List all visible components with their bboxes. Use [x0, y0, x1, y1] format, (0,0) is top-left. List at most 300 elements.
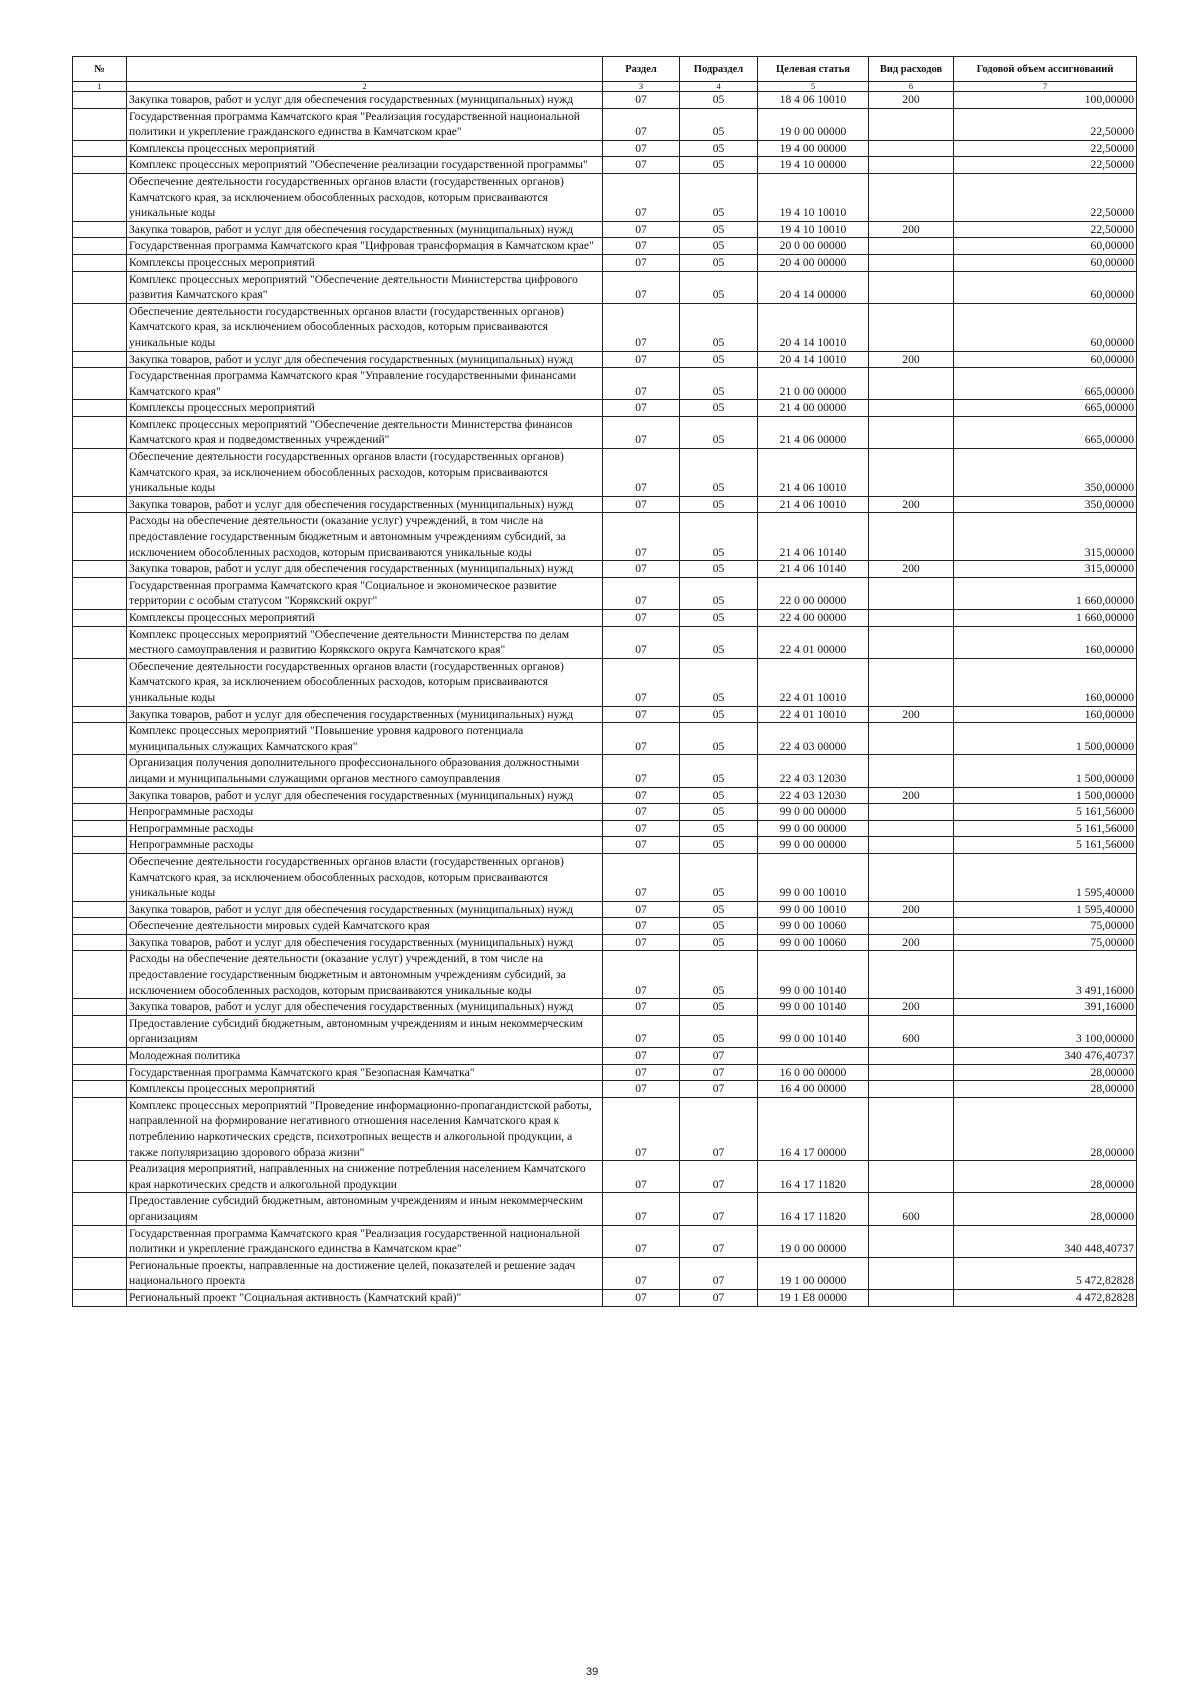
table-row — [73, 934, 1137, 951]
row-expense-type-cell: 200 — [869, 934, 954, 951]
row-podrazdel-cell: 05 — [680, 804, 758, 821]
row-amount-cell: 391,16000 — [954, 999, 1137, 1016]
row-razdel-cell: 07 — [603, 658, 680, 706]
row-number-cell — [73, 918, 127, 935]
row-razdel-cell: 07 — [603, 918, 680, 935]
row-number-cell — [73, 1225, 127, 1257]
row-podrazdel-cell: 05 — [680, 92, 758, 109]
table-row — [73, 400, 1137, 417]
row-number-cell — [73, 820, 127, 837]
row-number-cell — [73, 561, 127, 578]
row-podrazdel-cell: 05 — [680, 108, 758, 140]
table-row — [73, 999, 1137, 1016]
row-target-article-cell: 99 0 00 10010 — [758, 853, 869, 901]
row-amount-cell: 75,00000 — [954, 934, 1137, 951]
row-number-cell — [73, 496, 127, 513]
row-number-cell — [73, 238, 127, 255]
row-name-cell: Закупка товаров, работ и услуг для обеспечения государственных (муниципальных) нужд — [127, 706, 603, 723]
row-podrazdel-cell: 07 — [680, 1064, 758, 1081]
table-row — [73, 804, 1137, 821]
row-name-cell: Региональные проекты, направленные на достижение целей, показателей и решение задач национального проекта — [127, 1257, 603, 1289]
table-row — [73, 1015, 1137, 1047]
row-target-article-cell: 99 0 00 00000 — [758, 837, 869, 854]
row-number-cell — [73, 368, 127, 400]
row-target-article-cell: 19 4 00 00000 — [758, 140, 869, 157]
row-podrazdel-cell: 05 — [680, 723, 758, 755]
row-number-cell — [73, 513, 127, 561]
row-amount-cell: 665,00000 — [954, 400, 1137, 417]
row-number-cell — [73, 140, 127, 157]
table-row — [73, 1193, 1137, 1225]
row-name-cell: Предоставление субсидий бюджетным, автономным учреждениям и иным некоммерческим организациям — [127, 1193, 603, 1225]
row-amount-cell: 340 448,40737 — [954, 1225, 1137, 1257]
table-row — [73, 626, 1137, 658]
row-target-article-cell: 19 1 00 00000 — [758, 1257, 869, 1289]
row-name-cell: Комплексы процессных мероприятий — [127, 254, 603, 271]
table-row — [73, 1097, 1137, 1160]
row-target-article-cell — [758, 1048, 869, 1065]
row-expense-type-cell — [869, 157, 954, 174]
col-annual-volume-header: Годовой объем ассигнований — [954, 57, 1137, 82]
row-name-cell: Закупка товаров, работ и услуг для обеспечения государственных (муниципальных) нужд — [127, 999, 603, 1016]
row-razdel-cell: 07 — [603, 901, 680, 918]
table-row — [73, 820, 1137, 837]
row-expense-type-cell — [869, 1257, 954, 1289]
row-amount-cell: 3 100,00000 — [954, 1015, 1137, 1047]
row-amount-cell: 1 595,40000 — [954, 901, 1137, 918]
row-amount-cell: 1 500,00000 — [954, 787, 1137, 804]
table-body — [73, 92, 1137, 1307]
table-row — [73, 157, 1137, 174]
row-name-cell: Комплекс процессных мероприятий "Обеспечение деятельности Министерства финансов Камчатского края и подведомственных учреждений" — [127, 416, 603, 448]
row-target-article-cell: 99 0 00 00000 — [758, 820, 869, 837]
row-name-cell: Обеспечение деятельности мировых судей Камчатского края — [127, 918, 603, 935]
row-target-article-cell: 22 0 00 00000 — [758, 577, 869, 609]
row-podrazdel-cell: 05 — [680, 999, 758, 1016]
table-row — [73, 449, 1137, 497]
table-row — [73, 496, 1137, 513]
row-podrazdel-cell: 05 — [680, 901, 758, 918]
table-row — [73, 416, 1137, 448]
row-name-cell: Региональный проект "Социальная активность (Камчатский край)" — [127, 1289, 603, 1306]
row-amount-cell: 4 472,82828 — [954, 1289, 1137, 1306]
row-razdel-cell: 07 — [603, 368, 680, 400]
row-number-cell — [73, 901, 127, 918]
row-name-cell: Непрограммные расходы — [127, 820, 603, 837]
row-expense-type-cell: 200 — [869, 92, 954, 109]
row-amount-cell: 1 500,00000 — [954, 755, 1137, 787]
row-number-cell — [73, 303, 127, 351]
row-expense-type-cell: 200 — [869, 901, 954, 918]
row-target-article-cell: 20 4 14 10010 — [758, 351, 869, 368]
table-row — [73, 351, 1137, 368]
row-target-article-cell: 99 0 00 00000 — [758, 804, 869, 821]
col-target-article-header: Целевая статья — [758, 57, 869, 82]
table-row — [73, 610, 1137, 627]
row-podrazdel-cell: 05 — [680, 951, 758, 999]
row-target-article-cell: 21 4 06 10140 — [758, 561, 869, 578]
page-number: 39 — [586, 1666, 599, 1678]
row-podrazdel-cell: 05 — [680, 706, 758, 723]
row-name-cell: Государственная программа Камчатского края "Безопасная Камчатка" — [127, 1064, 603, 1081]
row-target-article-cell: 19 4 10 00000 — [758, 157, 869, 174]
row-podrazdel-cell: 05 — [680, 658, 758, 706]
row-target-article-cell: 22 4 01 10010 — [758, 658, 869, 706]
row-target-article-cell: 21 4 06 10140 — [758, 513, 869, 561]
row-amount-cell: 1 595,40000 — [954, 853, 1137, 901]
row-razdel-cell: 07 — [603, 787, 680, 804]
table-row — [73, 787, 1137, 804]
row-target-article-cell: 22 4 03 12030 — [758, 787, 869, 804]
row-name-cell: Закупка товаров, работ и услуг для обеспечения государственных (муниципальных) нужд — [127, 934, 603, 951]
row-target-article-cell: 21 0 00 00000 — [758, 368, 869, 400]
table-row — [73, 723, 1137, 755]
col-name-header — [127, 57, 603, 82]
row-razdel-cell: 07 — [603, 1257, 680, 1289]
table-row — [73, 1225, 1137, 1257]
row-razdel-cell: 07 — [603, 1289, 680, 1306]
row-number-cell — [73, 157, 127, 174]
table-row — [73, 918, 1137, 935]
row-expense-type-cell — [869, 610, 954, 627]
row-razdel-cell: 07 — [603, 303, 680, 351]
row-razdel-cell: 07 — [603, 577, 680, 609]
row-expense-type-cell — [869, 303, 954, 351]
row-razdel-cell: 07 — [603, 1048, 680, 1065]
row-podrazdel-cell: 07 — [680, 1048, 758, 1065]
row-target-article-cell: 21 4 06 00000 — [758, 416, 869, 448]
row-number-cell — [73, 577, 127, 609]
row-expense-type-cell — [869, 853, 954, 901]
row-expense-type-cell — [869, 1064, 954, 1081]
row-number-cell — [73, 1015, 127, 1047]
row-razdel-cell: 07 — [603, 351, 680, 368]
row-podrazdel-cell: 05 — [680, 513, 758, 561]
row-target-article-cell: 20 0 00 00000 — [758, 238, 869, 255]
row-razdel-cell: 07 — [603, 92, 680, 109]
row-razdel-cell: 07 — [603, 934, 680, 951]
row-target-article-cell: 18 4 06 10010 — [758, 92, 869, 109]
row-podrazdel-cell: 07 — [680, 1225, 758, 1257]
row-amount-cell: 22,50000 — [954, 108, 1137, 140]
row-name-cell: Закупка товаров, работ и услуг для обеспечения государственных (муниципальных) нужд — [127, 351, 603, 368]
row-expense-type-cell: 600 — [869, 1015, 954, 1047]
row-name-cell: Закупка товаров, работ и услуг для обеспечения государственных (муниципальных) нужд — [127, 496, 603, 513]
row-expense-type-cell — [869, 658, 954, 706]
table-row — [73, 238, 1137, 255]
row-expense-type-cell — [869, 1048, 954, 1065]
row-expense-type-cell — [869, 1225, 954, 1257]
row-number-cell — [73, 934, 127, 951]
table-row — [73, 1048, 1137, 1065]
row-razdel-cell: 07 — [603, 626, 680, 658]
row-podrazdel-cell: 07 — [680, 1161, 758, 1193]
col-number-header: № — [73, 57, 127, 82]
row-amount-cell: 28,00000 — [954, 1097, 1137, 1160]
row-target-article-cell: 22 4 00 00000 — [758, 610, 869, 627]
table-row — [73, 706, 1137, 723]
row-podrazdel-cell: 05 — [680, 561, 758, 578]
row-name-cell: Расходы на обеспечение деятельности (оказание услуг) учреждений, в том числе на предоставление государственным бюджетным и автономным учреждениям субсидий, за исключением обособленных расходов, которым присваиваются уникальные коды — [127, 513, 603, 561]
table-row — [73, 853, 1137, 901]
row-target-article-cell: 22 4 03 12030 — [758, 755, 869, 787]
row-amount-cell: 28,00000 — [954, 1064, 1137, 1081]
table-row — [73, 561, 1137, 578]
row-number-cell — [73, 626, 127, 658]
row-razdel-cell: 07 — [603, 1161, 680, 1193]
row-number-cell — [73, 1048, 127, 1065]
row-podrazdel-cell: 05 — [680, 140, 758, 157]
table-row — [73, 1064, 1137, 1081]
row-podrazdel-cell: 05 — [680, 449, 758, 497]
row-expense-type-cell: 200 — [869, 351, 954, 368]
row-name-cell: Обеспечение деятельности государственных органов власти (государственных органов) Камчатского края, за исключением обособленных расходов, которым присваиваются уникальные коды — [127, 449, 603, 497]
row-razdel-cell: 07 — [603, 271, 680, 303]
table-row — [73, 513, 1137, 561]
row-expense-type-cell — [869, 626, 954, 658]
row-name-cell: Непрограммные расходы — [127, 804, 603, 821]
row-target-article-cell: 16 4 00 00000 — [758, 1081, 869, 1098]
row-number-cell — [73, 92, 127, 109]
row-podrazdel-cell: 07 — [680, 1289, 758, 1306]
row-expense-type-cell — [869, 820, 954, 837]
row-number-cell — [73, 951, 127, 999]
row-target-article-cell: 99 0 00 10140 — [758, 1015, 869, 1047]
row-razdel-cell: 07 — [603, 755, 680, 787]
row-expense-type-cell — [869, 951, 954, 999]
row-number-cell — [73, 1193, 127, 1225]
table-row — [73, 92, 1137, 109]
row-razdel-cell: 07 — [603, 108, 680, 140]
row-number-cell — [73, 804, 127, 821]
row-name-cell: Комплекс процессных мероприятий "Обеспечение реализации государственной программы" — [127, 157, 603, 174]
row-razdel-cell: 07 — [603, 221, 680, 238]
row-amount-cell: 350,00000 — [954, 496, 1137, 513]
row-podrazdel-cell: 07 — [680, 1257, 758, 1289]
row-number-cell — [73, 449, 127, 497]
row-expense-type-cell — [869, 1097, 954, 1160]
row-podrazdel-cell: 05 — [680, 351, 758, 368]
row-name-cell: Государственная программа Камчатского края "Социальное и экономическое развитие территории с особым статусом "Корякский округ" — [127, 577, 603, 609]
row-target-article-cell: 22 4 01 10010 — [758, 706, 869, 723]
row-expense-type-cell — [869, 400, 954, 417]
row-number-cell — [73, 787, 127, 804]
row-expense-type-cell — [869, 1161, 954, 1193]
row-target-article-cell: 16 4 17 11820 — [758, 1193, 869, 1225]
row-razdel-cell: 07 — [603, 1225, 680, 1257]
row-number-cell — [73, 416, 127, 448]
row-expense-type-cell — [869, 918, 954, 935]
row-razdel-cell: 07 — [603, 820, 680, 837]
row-target-article-cell: 99 0 00 10060 — [758, 934, 869, 951]
row-name-cell: Комплексы процессных мероприятий — [127, 1081, 603, 1098]
row-expense-type-cell: 200 — [869, 561, 954, 578]
row-number-cell — [73, 723, 127, 755]
table-row — [73, 254, 1137, 271]
table-row — [73, 837, 1137, 854]
row-razdel-cell: 07 — [603, 173, 680, 221]
row-amount-cell: 5 472,82828 — [954, 1257, 1137, 1289]
row-name-cell: Комплексы процессных мероприятий — [127, 400, 603, 417]
row-amount-cell: 5 161,56000 — [954, 820, 1137, 837]
row-podrazdel-cell: 05 — [680, 496, 758, 513]
row-name-cell: Обеспечение деятельности государственных органов власти (государственных органов) Камчатского края, за исключением обособленных расходов, которым присваиваются уникальные коды — [127, 173, 603, 221]
row-podrazdel-cell: 05 — [680, 787, 758, 804]
row-razdel-cell: 07 — [603, 400, 680, 417]
row-razdel-cell: 07 — [603, 1097, 680, 1160]
row-target-article-cell: 99 0 00 10010 — [758, 901, 869, 918]
row-razdel-cell: 07 — [603, 513, 680, 561]
row-number-cell — [73, 853, 127, 901]
row-name-cell: Закупка товаров, работ и услуг для обеспечения государственных (муниципальных) нужд — [127, 92, 603, 109]
row-expense-type-cell — [869, 449, 954, 497]
row-podrazdel-cell: 05 — [680, 626, 758, 658]
row-number-cell — [73, 1064, 127, 1081]
row-razdel-cell: 07 — [603, 238, 680, 255]
row-razdel-cell: 07 — [603, 561, 680, 578]
row-amount-cell: 160,00000 — [954, 626, 1137, 658]
row-expense-type-cell — [869, 108, 954, 140]
row-number-cell — [73, 400, 127, 417]
row-number-cell — [73, 254, 127, 271]
row-name-cell: Закупка товаров, работ и услуг для обеспечения государственных (муниципальных) нужд — [127, 561, 603, 578]
col-num-2: 2 — [127, 82, 603, 92]
table-row — [73, 577, 1137, 609]
row-expense-type-cell — [869, 577, 954, 609]
row-number-cell — [73, 1289, 127, 1306]
row-expense-type-cell — [869, 271, 954, 303]
row-target-article-cell: 99 0 00 10060 — [758, 918, 869, 935]
row-target-article-cell: 21 4 06 10010 — [758, 496, 869, 513]
row-expense-type-cell — [869, 238, 954, 255]
row-podrazdel-cell: 05 — [680, 820, 758, 837]
row-podrazdel-cell: 05 — [680, 755, 758, 787]
row-amount-cell: 665,00000 — [954, 368, 1137, 400]
row-podrazdel-cell: 05 — [680, 918, 758, 935]
row-name-cell: Комплекс процессных мероприятий "Обеспечение деятельности Министерства по делам местного самоуправления и развитию Корякского округа Камчатского края" — [127, 626, 603, 658]
row-number-cell — [73, 658, 127, 706]
row-razdel-cell: 07 — [603, 706, 680, 723]
row-number-cell — [73, 1257, 127, 1289]
row-amount-cell: 75,00000 — [954, 918, 1137, 935]
row-amount-cell: 160,00000 — [954, 706, 1137, 723]
row-name-cell: Государственная программа Камчатского края "Реализация государственной национальной политики и укрепление гражданского единства в Камчатском крае" — [127, 1225, 603, 1257]
table-row — [73, 108, 1137, 140]
row-expense-type-cell: 200 — [869, 221, 954, 238]
row-amount-cell: 350,00000 — [954, 449, 1137, 497]
row-expense-type-cell — [869, 254, 954, 271]
row-number-cell — [73, 351, 127, 368]
col-expense-type-header: Вид расходов — [869, 57, 954, 82]
row-razdel-cell: 07 — [603, 254, 680, 271]
row-amount-cell: 60,00000 — [954, 254, 1137, 271]
row-name-cell: Обеспечение деятельности государственных органов власти (государственных органов) Камчатского края, за исключением обособленных расходов, которым присваиваются уникальные коды — [127, 853, 603, 901]
row-target-article-cell: 19 4 10 10010 — [758, 173, 869, 221]
row-expense-type-cell: 200 — [869, 999, 954, 1016]
row-number-cell — [73, 1081, 127, 1098]
row-number-cell — [73, 1097, 127, 1160]
row-name-cell: Государственная программа Камчатского края "Реализация государственной национальной политики и укрепление гражданского единства в Камчатском крае" — [127, 108, 603, 140]
row-podrazdel-cell: 05 — [680, 610, 758, 627]
row-amount-cell: 1 660,00000 — [954, 577, 1137, 609]
table-row — [73, 951, 1137, 999]
row-amount-cell: 315,00000 — [954, 561, 1137, 578]
row-name-cell: Предоставление субсидий бюджетным, автономным учреждениям и иным некоммерческим организациям — [127, 1015, 603, 1047]
row-name-cell: Комплексы процессных мероприятий — [127, 140, 603, 157]
row-amount-cell: 22,50000 — [954, 157, 1137, 174]
row-amount-cell: 100,00000 — [954, 92, 1137, 109]
row-razdel-cell: 07 — [603, 804, 680, 821]
row-target-article-cell: 20 4 14 10010 — [758, 303, 869, 351]
table-row — [73, 1081, 1137, 1098]
row-target-article-cell: 19 4 10 10010 — [758, 221, 869, 238]
row-razdel-cell: 07 — [603, 1064, 680, 1081]
row-expense-type-cell — [869, 755, 954, 787]
row-expense-type-cell — [869, 804, 954, 821]
row-expense-type-cell: 200 — [869, 496, 954, 513]
row-amount-cell: 28,00000 — [954, 1161, 1137, 1193]
table-row — [73, 658, 1137, 706]
row-razdel-cell: 07 — [603, 1193, 680, 1225]
row-podrazdel-cell: 07 — [680, 1081, 758, 1098]
row-name-cell: Комплекс процессных мероприятий "Повышение уровня кадрового потенциала муниципальных служащих Камчатского края" — [127, 723, 603, 755]
row-expense-type-cell — [869, 723, 954, 755]
row-target-article-cell: 20 4 14 00000 — [758, 271, 869, 303]
budget-table — [72, 56, 1137, 1307]
row-name-cell: Государственная программа Камчатского края "Цифровая трансформация в Камчатском крае" — [127, 238, 603, 255]
row-target-article-cell: 16 0 00 00000 — [758, 1064, 869, 1081]
row-expense-type-cell — [869, 416, 954, 448]
row-amount-cell: 60,00000 — [954, 271, 1137, 303]
row-amount-cell: 22,50000 — [954, 173, 1137, 221]
col-num-4: 4 — [680, 82, 758, 92]
row-expense-type-cell — [869, 1081, 954, 1098]
row-number-cell — [73, 271, 127, 303]
row-number-cell — [73, 755, 127, 787]
row-target-article-cell: 19 1 E8 00000 — [758, 1289, 869, 1306]
row-amount-cell: 60,00000 — [954, 238, 1137, 255]
row-name-cell: Комплекс процессных мероприятий "Проведение информационно-пропагандистской работы, направленной на формирование негативного отношения населения Камчатского края к потреблению наркотических средств, психотропных веществ и алкогольной продукции, а также популяризацию здорового образа жизни" — [127, 1097, 603, 1160]
row-razdel-cell: 07 — [603, 610, 680, 627]
row-amount-cell: 1 500,00000 — [954, 723, 1137, 755]
row-razdel-cell: 07 — [603, 157, 680, 174]
row-name-cell: Закупка товаров, работ и услуг для обеспечения государственных (муниципальных) нужд — [127, 787, 603, 804]
row-name-cell: Молодежная политика — [127, 1048, 603, 1065]
col-razdel-header: Раздел — [603, 57, 680, 82]
row-target-article-cell: 99 0 00 10140 — [758, 951, 869, 999]
row-podrazdel-cell: 07 — [680, 1193, 758, 1225]
row-podrazdel-cell: 07 — [680, 1097, 758, 1160]
row-amount-cell: 22,50000 — [954, 221, 1137, 238]
row-name-cell: Закупка товаров, работ и услуг для обеспечения государственных (муниципальных) нужд — [127, 221, 603, 238]
row-number-cell — [73, 706, 127, 723]
row-name-cell: Комплекс процессных мероприятий "Обеспечение деятельности Министерства цифрового развития Камчатского края" — [127, 271, 603, 303]
row-name-cell: Комплексы процессных мероприятий — [127, 610, 603, 627]
row-razdel-cell: 07 — [603, 723, 680, 755]
row-amount-cell: 60,00000 — [954, 351, 1137, 368]
row-number-cell — [73, 610, 127, 627]
row-target-article-cell: 21 4 06 10010 — [758, 449, 869, 497]
column-number-row — [73, 82, 1137, 92]
row-podrazdel-cell: 05 — [680, 368, 758, 400]
row-name-cell: Реализация мероприятий, направленных на снижение потребления населением Камчатского края наркотических средств и алкогольной продукции — [127, 1161, 603, 1193]
budget-sheet — [72, 56, 1136, 1307]
table-row — [73, 271, 1137, 303]
col-num-3: 3 — [603, 82, 680, 92]
row-amount-cell: 5 161,56000 — [954, 804, 1137, 821]
row-name-cell: Закупка товаров, работ и услуг для обеспечения государственных (муниципальных) нужд — [127, 901, 603, 918]
table-row — [73, 1257, 1137, 1289]
